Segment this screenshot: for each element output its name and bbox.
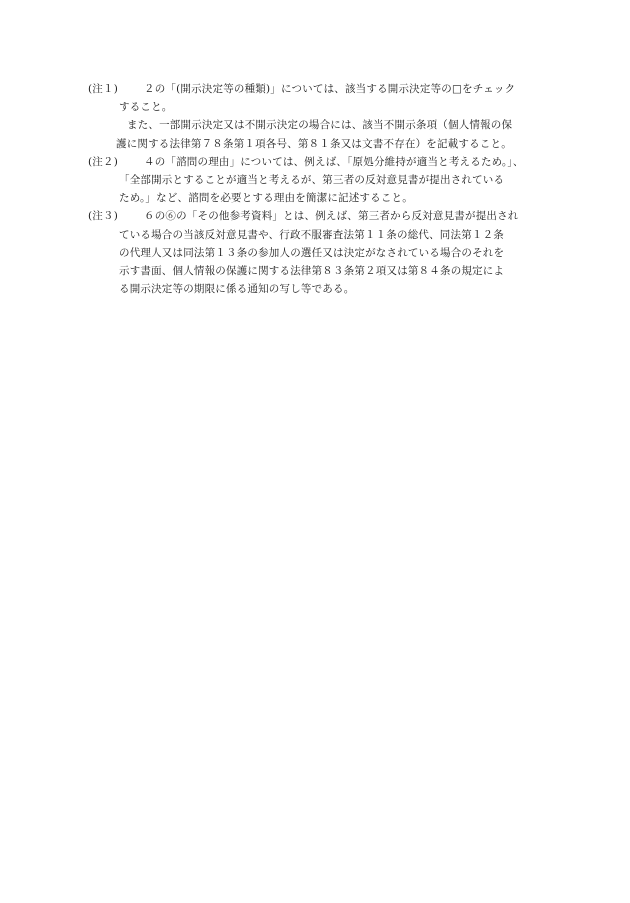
notes-section <box>88 80 558 298</box>
note-2-line-3: ため。」など、諮問を必要とする理由を簡潔に記述すること。 <box>119 192 413 205</box>
note-3-line-4: 示す書面、個人情報の保護に関する法律第８３条第２項又は第８４条の規定によ <box>119 265 505 278</box>
note-1-line-1: ２の「(開示決定等の種類)」については、該当する開示決定等の□をチェック <box>144 83 516 95</box>
note-1-label: (注１) <box>88 83 118 95</box>
note-1-para2-line-1: また、一部開示決定又は不開示決定の場合には、該当不開示条項（個人情報の保 <box>127 119 513 132</box>
note-1-line-2: すること。 <box>119 101 173 114</box>
note-2 <box>88 153 558 208</box>
note-3-label: (注３) <box>88 210 118 223</box>
note-1-para2-line-2: 護に関する法律第７８条第１項各号、第８１条又は文書不存在）を記載すること。 <box>116 137 512 150</box>
note-3-line-2: ている場合の当該反対意見書や、行政不服審査法第１１条の総代、同法第１２条 <box>119 228 504 241</box>
note-3-line-1: ６の⑥の「その他参考資料」とは、例えば、第三者から反対意見書が提出され <box>144 210 519 223</box>
note-1 <box>88 80 558 153</box>
note-3-line-3: の代理人又は同法第１３条の参加人の選任又は決定がなされている場合のそれを <box>119 246 505 259</box>
note-2-label: (注２) <box>88 155 118 168</box>
note-2-line-1: ４の「諮問の理由」については、例えば、「原処分維持が適当と考えるため。」、 <box>144 155 524 168</box>
note-3-line-5: る開示決定等の期限に係る通知の写し等である。 <box>119 283 355 296</box>
note-3 <box>88 207 558 298</box>
note-2-line-2: 「全部開示とすることが適当と考えるが、第三者の反対意見書が提出されている <box>119 174 505 187</box>
